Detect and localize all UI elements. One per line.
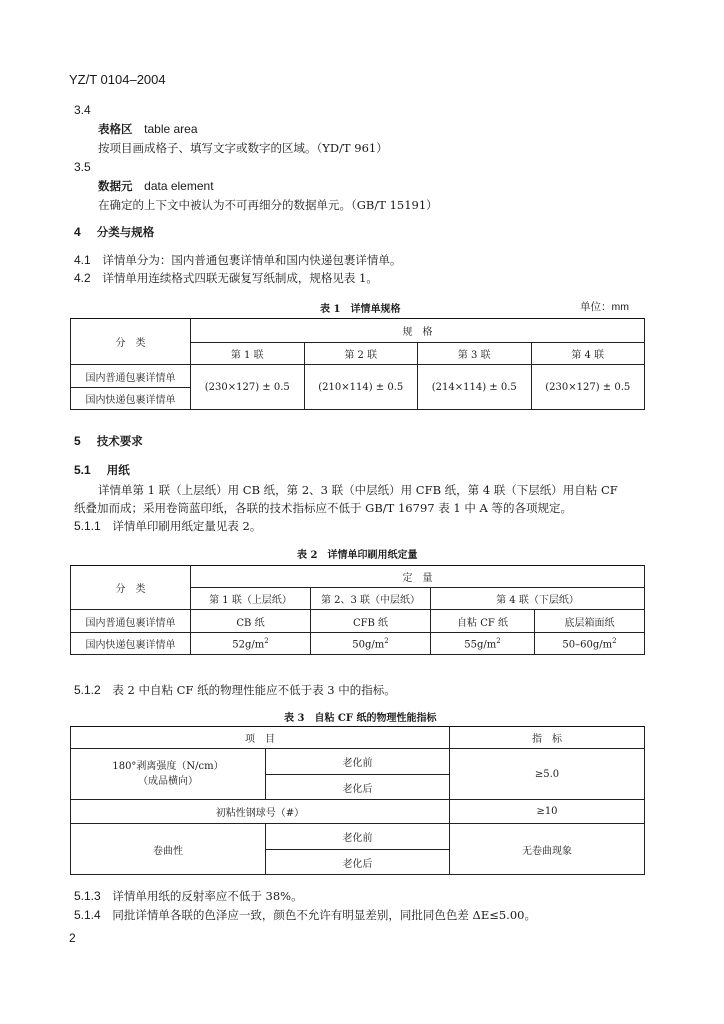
term-3-5 (98, 178, 214, 194)
section-5-number: 5 (74, 434, 81, 448)
table1 (70, 318, 645, 410)
table1-cell: (210×114) ± 0.5 (304, 365, 418, 410)
table1-header-class: 分 类 (71, 319, 191, 365)
table1-header-spec: 规 格 (191, 319, 645, 343)
clause-5-1-4-text: 同批详情单各联的色泽应一致，颜色不允许有明显差别，同批同色色差 ΔE≤5.00。 (112, 908, 536, 922)
section-4-number: 4 (74, 225, 81, 239)
table1-unit: 单位：mm (580, 301, 629, 313)
table3-tack-label: 初粘性钢球号（#） (71, 800, 450, 824)
table3-peel-value: ≥5.0 (450, 749, 645, 800)
table2-row-label: 国内普通包裹详情单 (71, 610, 191, 633)
table2-weight: 50g/m (352, 639, 385, 651)
clause-5-1-4 (74, 907, 536, 923)
paragraph-5-1-line2: 纸叠加而成；采用卷筒蓝印纸，各联的技术指标应不低于 GB/T 16797 表 1 中 A 等的各项规定。 (74, 501, 572, 515)
section-5-1-number: 5.1 (74, 463, 91, 477)
table2-paper: 自粘 CF 纸 (431, 610, 535, 633)
clause-5-1-1 (74, 518, 261, 534)
clause-5-1-3-text: 详情单用纸的反射率应不低于 38%。 (112, 889, 303, 903)
table1-subheader: 第 2 联 (304, 343, 418, 365)
table2-weight: 52g/m (232, 639, 265, 651)
term-3-5-zh: 数据元 (98, 179, 133, 193)
table2-weight: 50–60g/m (562, 639, 613, 651)
table3-tack-value: ≥10 (450, 800, 645, 824)
section-5-title: 技术要求 (96, 434, 143, 448)
table2-weight-sup: 2 (264, 636, 269, 645)
section-5-heading (74, 433, 143, 449)
table3-caption: 表 3 自粘 CF 纸的物理性能指标 (284, 713, 437, 724)
term-3-4-zh: 表格区 (98, 122, 133, 136)
table2-weight-cell (191, 633, 311, 655)
table3 (70, 726, 645, 875)
clause-5-1-3-number: 5.1.3 (74, 889, 101, 903)
clause-5-1-2-number: 5.1.2 (74, 683, 101, 697)
table1-row-label: 国内普通包裹详情单 (71, 365, 191, 388)
section-number-3-5: 3.5 (74, 160, 91, 174)
table2-weight-sup: 2 (384, 636, 389, 645)
table2 (70, 565, 645, 655)
clause-4-2-text: 详情单用连续格式四联无碳复写纸制成，规格见表 1。 (102, 271, 378, 285)
table2-weight: 55g/m (464, 639, 497, 651)
clause-4-2 (74, 270, 378, 286)
table3-curl-value: 无卷曲现象 (450, 824, 645, 875)
table3-before-aging: 老化前 (266, 749, 450, 775)
table2-row-label: 国内快递包裹详情单 (71, 633, 191, 655)
table2-weight-cell (311, 633, 431, 655)
table1-subheader: 第 4 联 (531, 343, 645, 365)
table2-subheader: 第 4 联（下层纸） (431, 588, 645, 610)
term-3-5-en: data element (144, 179, 214, 193)
table1-cell: (230×127) ± 0.5 (191, 365, 305, 410)
table2-subheader: 第 2、3 联（中层纸） (311, 588, 431, 610)
table3-after-aging: 老化后 (266, 775, 450, 800)
table3-peel-label (71, 749, 266, 800)
table2-paper: CB 纸 (191, 610, 311, 633)
table2-caption: 表 2 详情单印刷用纸定量 (297, 550, 418, 561)
table3-after-aging: 老化后 (266, 850, 450, 875)
paragraph-5-1-line1: 详情单第 1 联（上层纸）用 CB 纸，第 2、3 联（中层纸）用 CFB 纸，第 4 联（下层纸）用自粘 CF (98, 483, 618, 497)
table2-header-class: 分 类 (71, 566, 191, 610)
page-number: 2 (69, 931, 76, 945)
table3-peel-line2: （成品横向） (138, 776, 198, 787)
section-4-title: 分类与规格 (96, 225, 155, 239)
table2-paper: 底层箱面纸 (535, 610, 645, 633)
section-5-1-title: 用纸 (106, 463, 130, 477)
clause-5-1-1-number: 5.1.1 (74, 519, 101, 533)
table2-weight-cell (535, 633, 645, 655)
clause-5-1-4-number: 5.1.4 (74, 908, 101, 922)
table3-curl-label: 卷曲性 (71, 824, 266, 875)
clause-4-2-number: 4.2 (74, 271, 91, 285)
clause-5-1-2-text: 表 2 中自粘 CF 纸的物理性能应不低于表 3 中的指标。 (112, 683, 396, 697)
clause-5-1-1-text: 详情单印刷用纸定量见表 2。 (112, 519, 262, 533)
table1-cell: (214×114) ± 0.5 (418, 365, 532, 410)
table1-subheader: 第 1 联 (191, 343, 305, 365)
table3-before-aging: 老化前 (266, 824, 450, 850)
definition-3-4: 按项目画成格子、填写文字或数字的区域。（YD/T 961） (98, 141, 388, 155)
document-code: YZ/T 0104–2004 (69, 72, 166, 87)
clause-4-1 (74, 252, 401, 268)
table2-paper: CFB 纸 (311, 610, 431, 633)
term-3-4 (98, 121, 198, 137)
table1-caption: 表 1 详情单规格 (320, 304, 401, 315)
table2-weight-sup: 2 (612, 636, 617, 645)
clause-5-1-3 (74, 888, 303, 904)
table3-header-index: 指 标 (450, 727, 645, 749)
table2-weight-cell (431, 633, 535, 655)
section-5-1-heading (74, 462, 130, 478)
term-3-4-en: table area (144, 122, 198, 136)
section-4-heading (74, 224, 154, 240)
clause-4-1-text: 详情单分为：国内普通包裹详情单和国内快递包裹详情单。 (102, 253, 402, 267)
table2-subheader: 第 1 联（上层纸） (191, 588, 311, 610)
table2-header-quant: 定 量 (191, 566, 645, 588)
table2-weight-sup: 2 (496, 636, 501, 645)
clause-5-1-2 (74, 682, 396, 698)
clause-4-1-number: 4.1 (74, 253, 91, 267)
table1-subheader: 第 3 联 (418, 343, 532, 365)
definition-3-5: 在确定的上下文中被认为不可再细分的数据单元。（GB/T 15191） (98, 198, 438, 212)
table3-header-item: 项 目 (71, 727, 450, 749)
section-number-3-4: 3.4 (74, 103, 91, 117)
table3-peel-line1: 180°剥离强度（N/cm） (112, 761, 224, 772)
table1-cell: (230×127) ± 0.5 (531, 365, 645, 410)
table1-row-label: 国内快递包裹详情单 (71, 388, 191, 410)
